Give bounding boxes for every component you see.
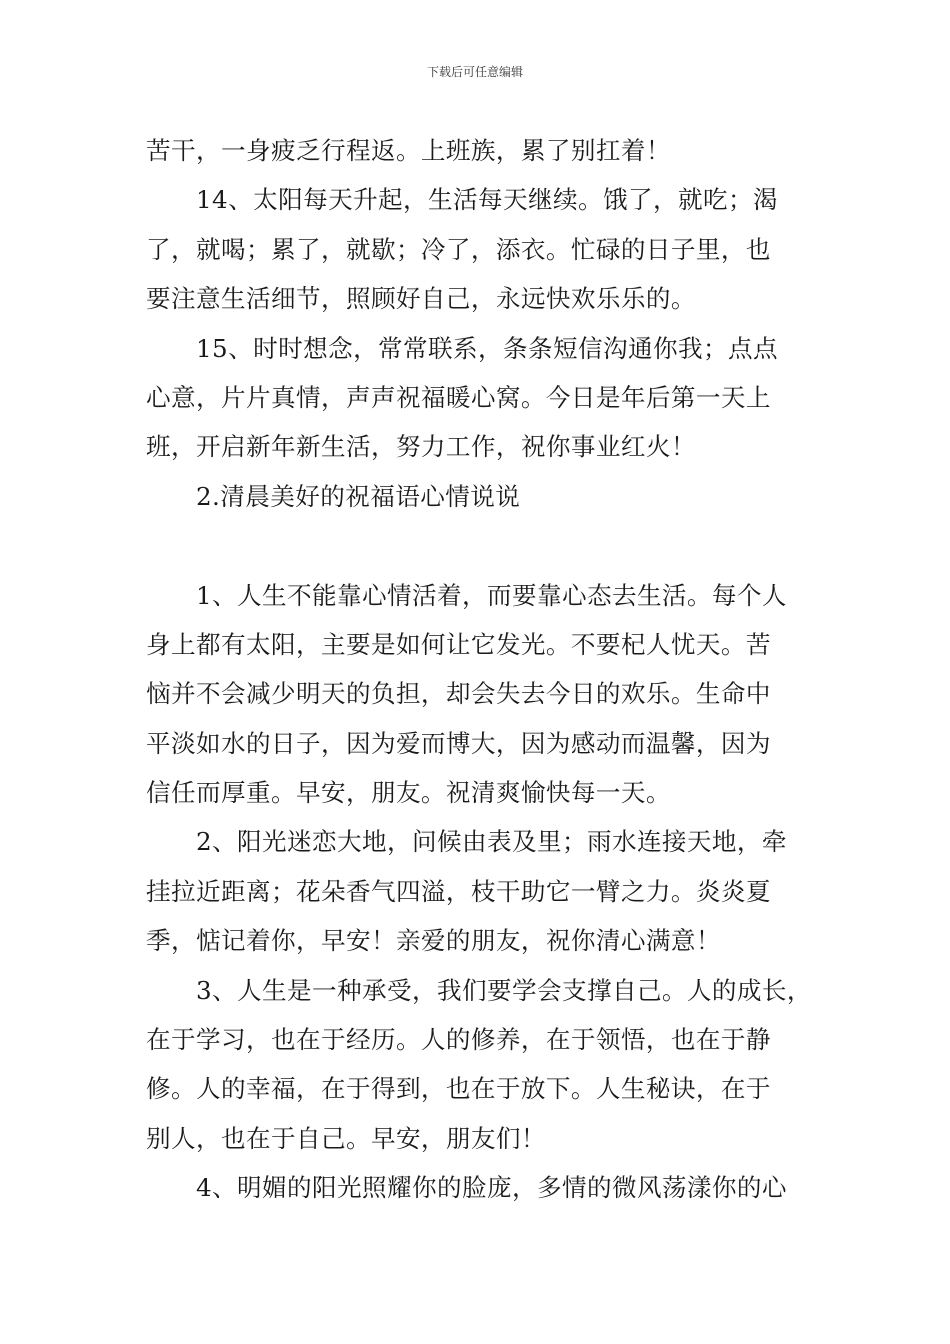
text-line: 2、阳光迷恋大地，问候由表及里；雨水连接天地，牵: [196, 827, 787, 857]
text-line: 了，就喝；累了，就歇；冷了，添衣。忙碌的日子里，也: [146, 234, 771, 264]
text-line: 别人，也在于自己。早安，朋友们！: [146, 1123, 546, 1153]
text-line: 3、人生是一种承受，我们要学会支撑自己。人的成长，: [196, 975, 812, 1005]
text-line: 15、时时想念，常常联系，条条短信沟通你我；点点: [196, 333, 778, 363]
text-line: 恼并不会减少明天的负担，却会失去今日的欢乐。生命中: [146, 679, 771, 709]
text-line: 在于学习，也在于经历。人的修养，在于领悟，也在于静: [146, 1025, 771, 1055]
text-line: 班，开启新年新生活，努力工作，祝你事业红火！: [146, 432, 696, 462]
text-line: 要注意生活细节，照顾好自己，永远快欢乐乐的。: [146, 284, 696, 314]
text-line: 苦干，一身疲乏行程返。上班族，累了别扛着！: [146, 136, 671, 165]
section-heading: 2.清晨美好的祝福语心情说说: [196, 481, 521, 511]
text-line: 1、人生不能靠心情活着，而要靠心态去生活。每个人: [196, 580, 787, 610]
text-line: 季，惦记着你，早安！亲爱的朋友，祝你清心满意！: [146, 926, 721, 956]
text-line: 4、明媚的阳光照耀你的脸庞，多情的微风荡漾你的心: [196, 1173, 787, 1203]
blank-line: [146, 521, 808, 570]
text-line: 修。人的幸福，在于得到，也在于放下。人生秘诀，在于: [146, 1074, 771, 1104]
text-line: 14、太阳每天升起，生活每天继续。饿了，就吃；渴: [196, 185, 778, 215]
text-line: 身上都有太阳，主要是如何让它发光。不要杞人忧天。苦: [146, 629, 771, 659]
page-header: 下载后可任意编辑: [426, 65, 523, 79]
document-body: [146, 126, 812, 1213]
text-line: 心意，片片真情，声声祝福暖心窝。今日是年后第一天上: [146, 382, 771, 412]
text-line: 平淡如水的日子，因为爱而博大，因为感动而温馨，因为: [146, 728, 771, 758]
text-line: 信任而厚重。早安，朋友。祝清爽愉快每一天。: [146, 778, 671, 808]
text-line: 挂拉近距离；花朵香气四溢，枝干助它一臂之力。炎炎夏: [146, 876, 771, 906]
